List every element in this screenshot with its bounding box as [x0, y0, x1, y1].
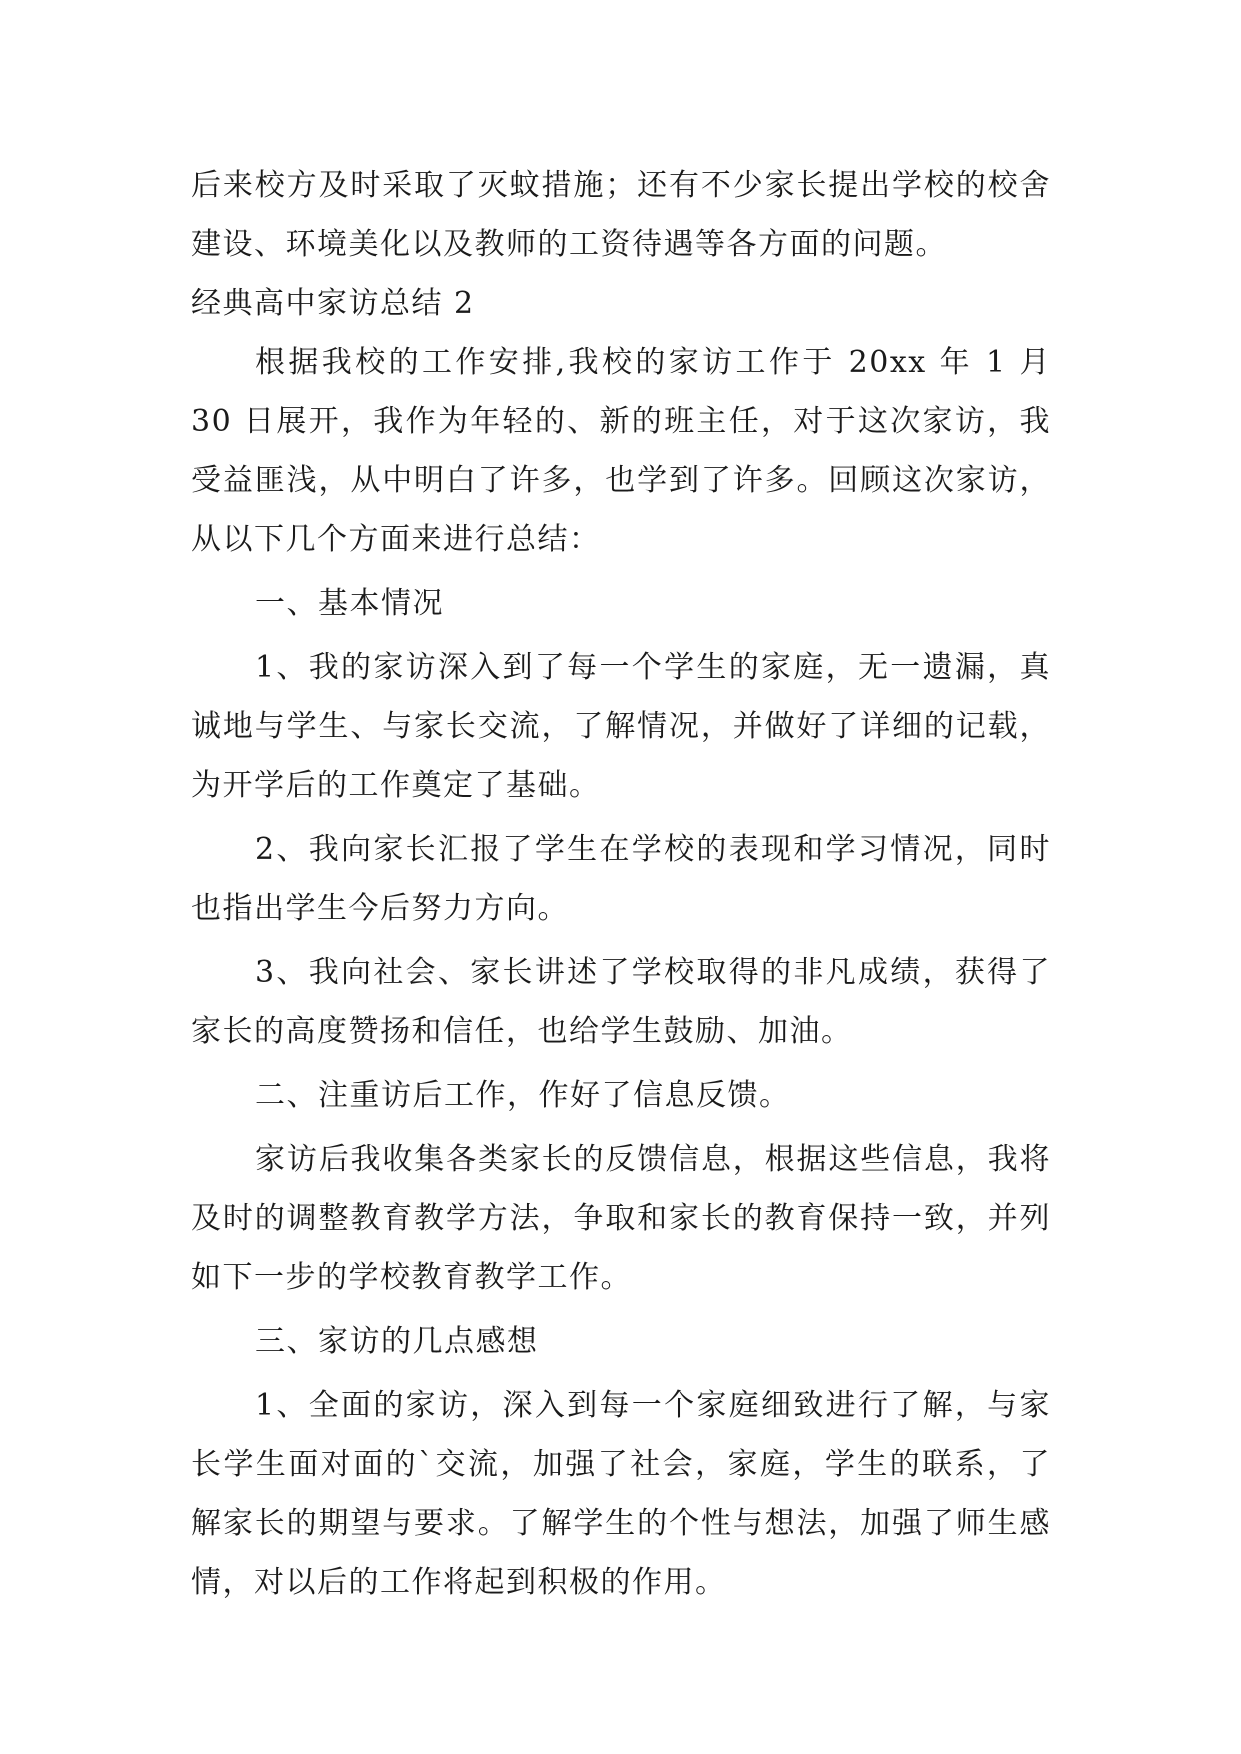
list-item-3: 3、我向社会、家长讲述了学校取得的非凡成绩，获得了家长的高度赞扬和信任，也给学生鼓励、加油。	[191, 955, 1051, 1049]
reflection-item-1: 1、全面的家访，深入到每一个家庭细致进行了解，与家长学生面对面的`交流，加强了社会，家庭，学生的联系，了解家长的期望与要求。了解学生的个性与想法，加强了师生感情，对以后的工作将起到积极的作用。	[191, 1388, 1051, 1600]
paragraph-feedback: 家访后我收集各类家长的反馈信息，根据这些信息，我将及时的调整教育教学方法，争取和家长的教育保持一致，并列如下一步的学校教育教学工作。	[191, 1142, 1051, 1295]
document-body	[191, 156, 1051, 1612]
heading-basic-situation: 一、基本情况	[255, 586, 444, 621]
list-item-2: 2、我向家长汇报了学生在学校的表现和学习情况，同时也指出学生今后努力方向。	[191, 832, 1051, 926]
heading-feedback: 二、注重访后工作，作好了信息反馈。	[255, 1078, 791, 1113]
heading-reflections: 三、家访的几点感想	[255, 1324, 539, 1359]
section-title: 经典高中家访总结 2	[191, 286, 475, 321]
paragraph-intro: 根据我校的工作安排,我校的家访工作于 20xx 年 1 月 30 日展开，我作为年轻的、新的班主任，对于这次家访，我受益匪浅，从中明白了许多，也学到了许多。回顾这次家访，从以下几个方面来进行总结：	[191, 345, 1051, 557]
list-item-1: 1、我的家访深入到了每一个学生的家庭，无一遗漏，真诚地与学生、与家长交流，了解情况，并做好了详细的记载，为开学后的工作奠定了基础。	[191, 650, 1051, 803]
paragraph-continuation: 后来校方及时采取了灭蚊措施；还有不少家长提出学校的校舍建设、环境美化以及教师的工资待遇等各方面的问题。	[191, 168, 1051, 262]
